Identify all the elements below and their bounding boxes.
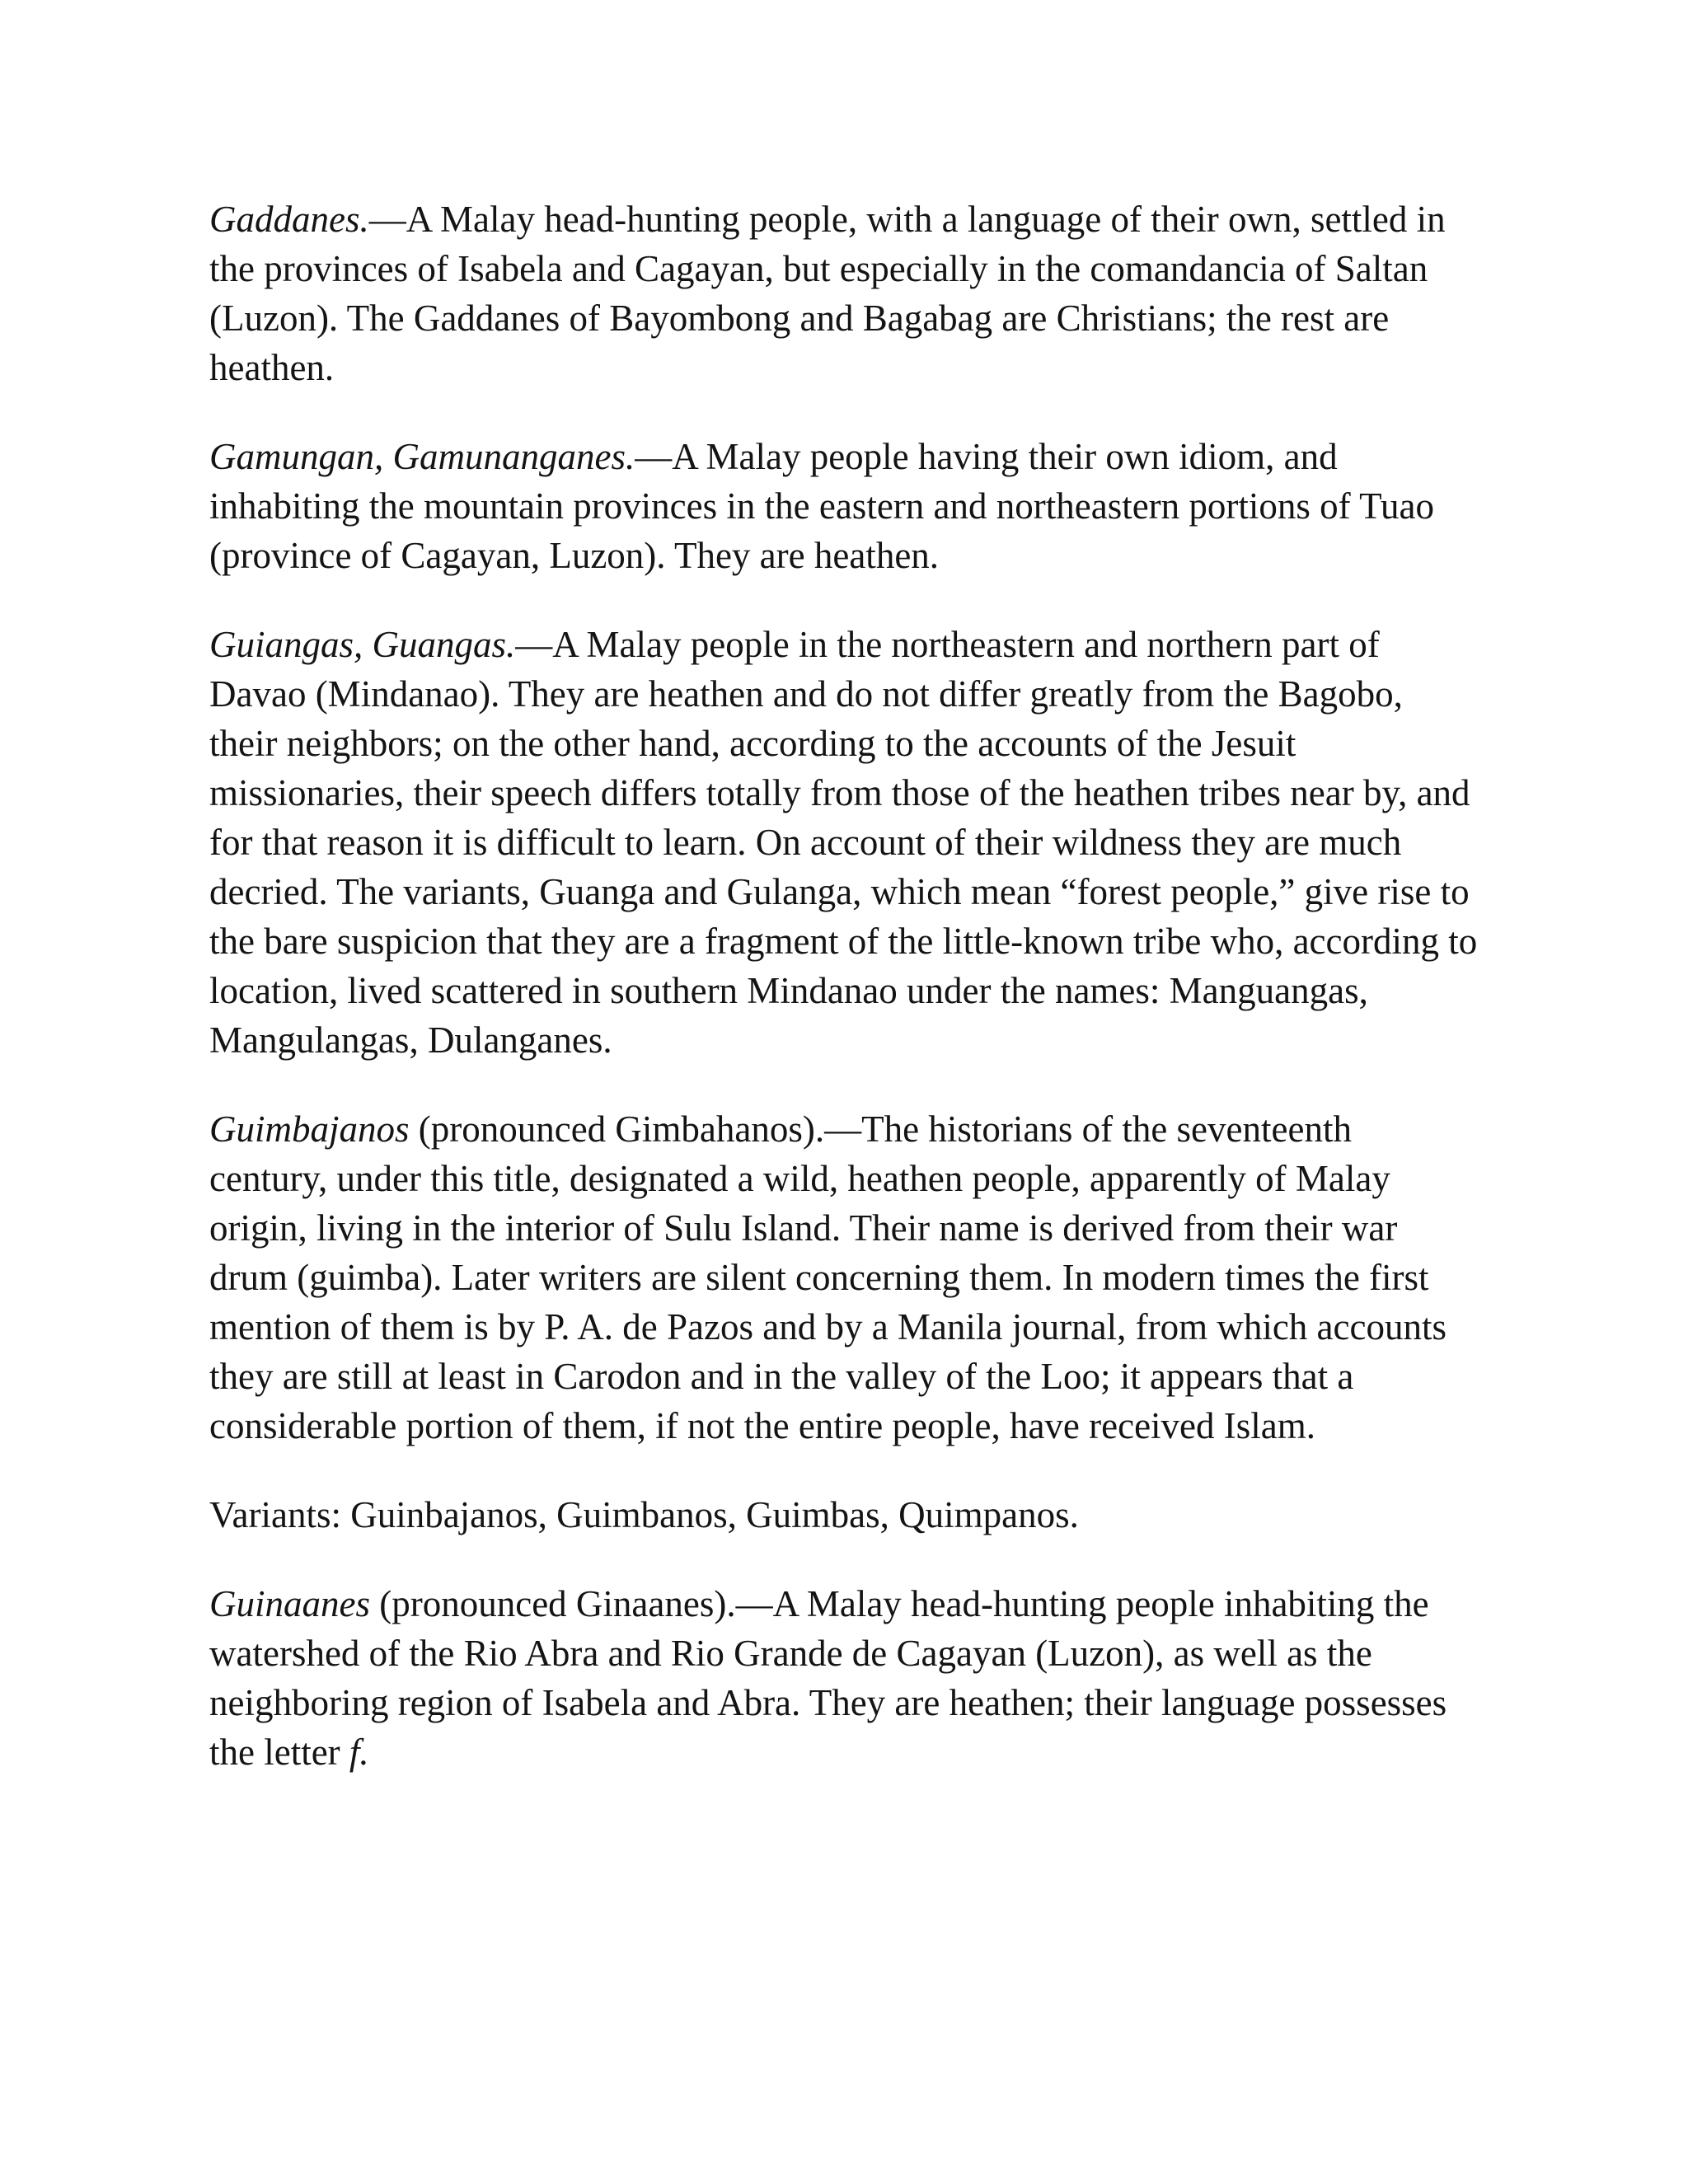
entry-body: —A Malay people having their own idiom, and inhabiting the mountain provinces in the eastern and northeastern portions of Tuao (province of Cagayan, Luzon). They are heathen. bbox=[209, 436, 1434, 576]
entry-term: Guimbajanos bbox=[209, 1108, 410, 1150]
entry-emphasis: f. bbox=[349, 1732, 369, 1773]
entry-gaddanes bbox=[209, 194, 1479, 392]
entry-body: (pronounced Gimbahanos).—The historians of the seventeenth century, under this title, designated a wild, heathen people, apparently of Malay origin, living in the interior of Sulu Island. Their name is derived from their war drum (guimba). Later writers are silent concerning them. In modern times the first mention of them is by P. A. de Pazos and by a Manila journal, from which accounts they are still at least in Carodon and in the valley of the Loo; it appears that a considerable portion of them, if not the entire people, have received Islam. bbox=[209, 1108, 1447, 1446]
entry-gamungan bbox=[209, 432, 1479, 580]
entry-guiangas bbox=[209, 620, 1479, 1065]
entry-body: —A Malay head-hunting people, with a language of their own, settled in the provinces of Isabela and Cagayan, but especially in the comandancia of Saltan (Luzon). The Gaddanes of Bayombong and Bagabag are Christians; the rest are heathen. bbox=[209, 199, 1446, 388]
entry-body: (pronounced Ginaanes).—A Malay head-hunting people inhabiting the watershed of the Rio Abra and Rio Grande de Cagayan (Luzon), as well as the neighboring region of Isabela and Abra. They are heathen; their language possesses the letter bbox=[209, 1583, 1447, 1773]
entry-variants bbox=[209, 1490, 1479, 1540]
entry-body: —A Malay people in the northeastern and northern part of Davao (Mindanao). They are heathen and do not differ greatly from the Bagobo, their neighbors; on the other hand, according to the accounts of the Jesuit missionaries, their speech differs totally from those of the heathen tribes near by, and for that reason it is difficult to learn. On account of their wildness they are much decried. The variants, Guanga and Gulanga, which mean “forest people,” give rise to the bare suspicion that they are a fragment of the little-known tribe who, according to location, lived scattered in southern Mindanao under the names: Manguangas, Mangulangas, Dulanganes. bbox=[209, 624, 1478, 1061]
entry-term: Guiangas, Guangas. bbox=[209, 624, 516, 665]
document-page bbox=[209, 194, 1479, 1777]
entry-term: Guinaanes bbox=[209, 1583, 370, 1624]
entry-guinaanes bbox=[209, 1579, 1479, 1777]
entry-body: Variants: Guinbajanos, Guimbanos, Guimbas, Quimpanos. bbox=[209, 1494, 1079, 1535]
entry-term: Gaddanes. bbox=[209, 199, 369, 240]
entry-guimbajanos bbox=[209, 1104, 1479, 1451]
entry-term: Gamungan, Gamunanganes. bbox=[209, 436, 635, 477]
